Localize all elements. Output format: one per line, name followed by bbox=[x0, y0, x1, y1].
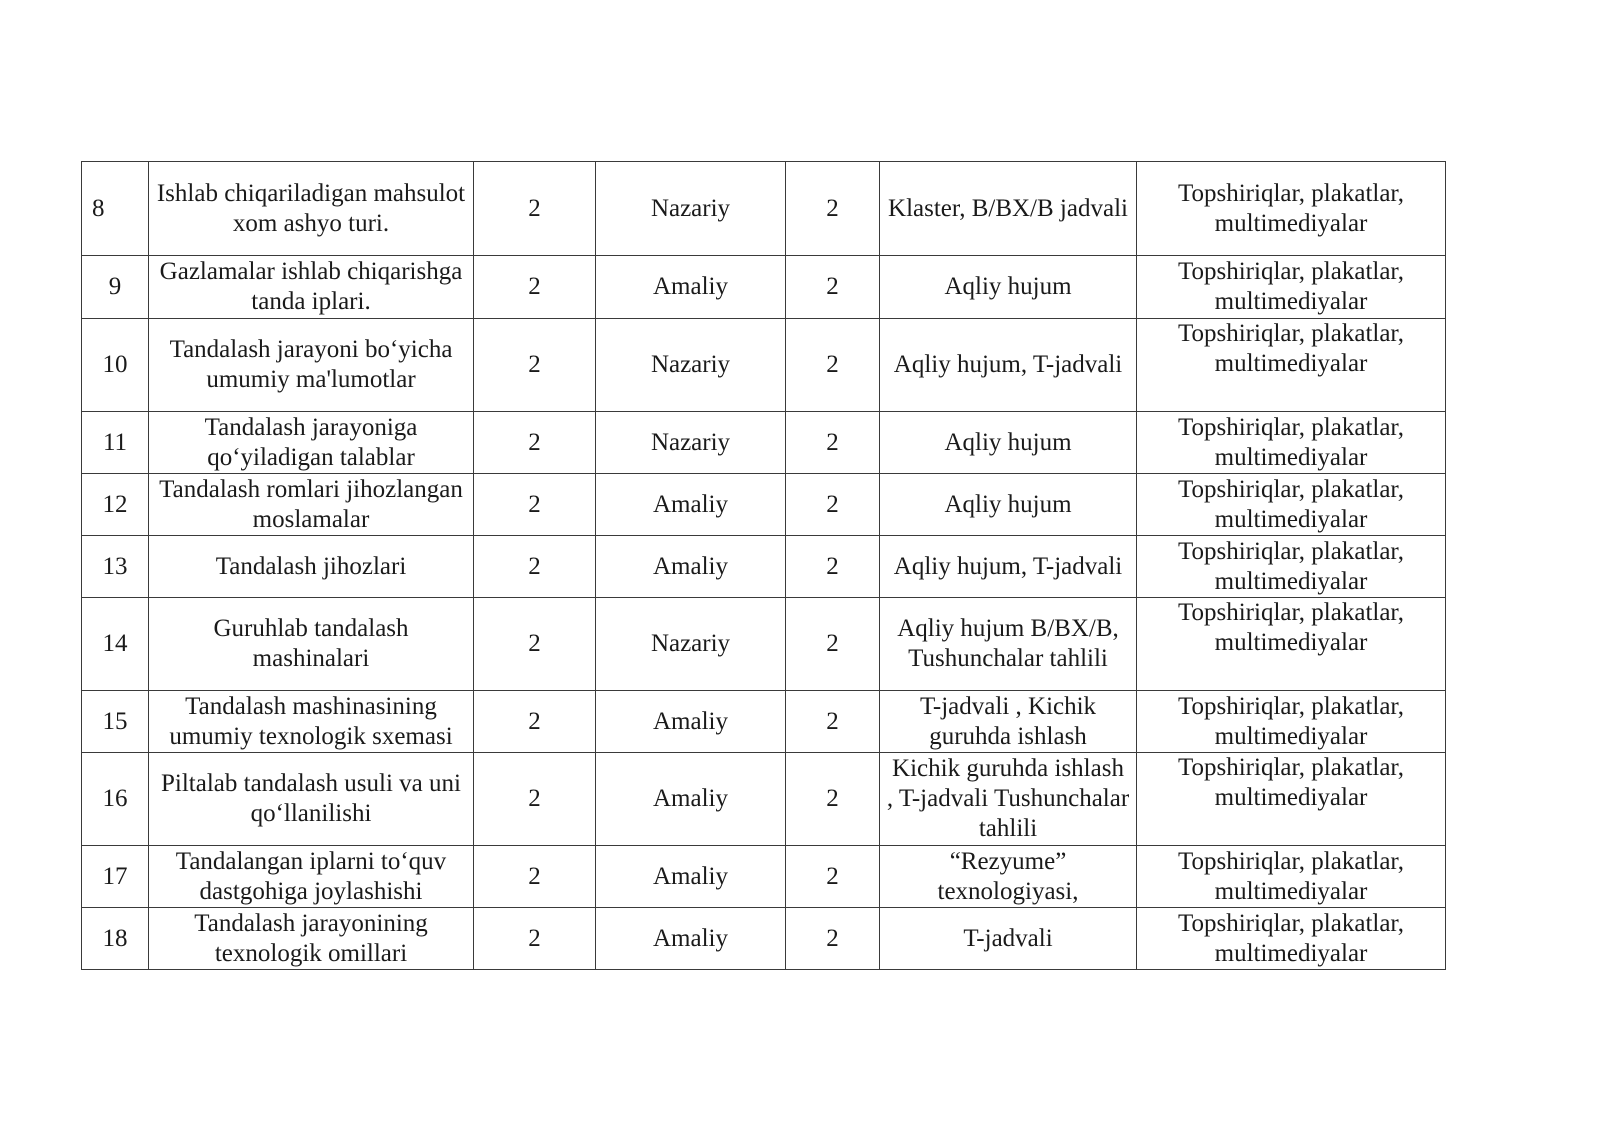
topic-cell: Piltalab tandalash usuli va uni qo‘llanilishi bbox=[149, 753, 474, 846]
hours-cell: 2 bbox=[474, 536, 596, 598]
row-number: 12 bbox=[82, 474, 149, 536]
materials-cell: Topshiriqlar, plakatlar, multimediyalar bbox=[1137, 474, 1446, 536]
materials-cell: Topshiriqlar, plakatlar, multimediyalar bbox=[1137, 691, 1446, 753]
row-number: 13 bbox=[82, 536, 149, 598]
hours-cell: 2 bbox=[474, 256, 596, 319]
method-cell: Aqliy hujum B/BX/B, Tushunchalar tahlili bbox=[880, 598, 1137, 691]
hours-cell-2: 2 bbox=[786, 908, 880, 970]
hours-cell: 2 bbox=[474, 753, 596, 846]
hours-cell: 2 bbox=[474, 319, 596, 412]
lesson-type-cell: Amaliy bbox=[596, 536, 786, 598]
lesson-type-cell: Amaliy bbox=[596, 256, 786, 319]
topic-cell: Tandalash romlari jihozlangan moslamalar bbox=[149, 474, 474, 536]
topic-cell: Guruhlab tandalash mashinalari bbox=[149, 598, 474, 691]
materials-cell: Topshiriqlar, plakatlar, multimediyalar bbox=[1137, 846, 1446, 908]
hours-cell: 2 bbox=[474, 908, 596, 970]
hours-cell: 2 bbox=[474, 474, 596, 536]
method-cell: Kichik guruhda ishlash , T-jadvali Tushunchalar tahlili bbox=[880, 753, 1137, 846]
method-cell: Aqliy hujum bbox=[880, 412, 1137, 474]
row-number: 10 bbox=[82, 319, 149, 412]
hours-cell-2: 2 bbox=[786, 162, 880, 256]
hours-cell-2: 2 bbox=[786, 412, 880, 474]
table-row bbox=[82, 753, 1446, 846]
table-row bbox=[82, 412, 1446, 474]
row-number: 9 bbox=[82, 256, 149, 319]
hours-cell-2: 2 bbox=[786, 256, 880, 319]
row-number: 17 bbox=[82, 846, 149, 908]
topic-cell: Ishlab chiqariladigan mahsulot xom ashyo turi. bbox=[149, 162, 474, 256]
hours-cell: 2 bbox=[474, 412, 596, 474]
materials-cell: Topshiriqlar, plakatlar, multimediyalar bbox=[1137, 162, 1446, 256]
topic-cell: Tandalash jarayoni bo‘yicha umumiy ma'lumotlar bbox=[149, 319, 474, 412]
lesson-type-cell: Amaliy bbox=[596, 846, 786, 908]
hours-cell: 2 bbox=[474, 846, 596, 908]
lesson-type-cell: Amaliy bbox=[596, 753, 786, 846]
topic-cell: Tandalash jarayoniga qo‘yiladigan talablar bbox=[149, 412, 474, 474]
table-row bbox=[82, 598, 1446, 691]
hours-cell-2: 2 bbox=[786, 536, 880, 598]
method-cell: Klaster, B/BX/B jadvali bbox=[880, 162, 1137, 256]
hours-cell-2: 2 bbox=[786, 753, 880, 846]
table-row bbox=[82, 691, 1446, 753]
lesson-type-cell: Nazariy bbox=[596, 598, 786, 691]
hours-cell-2: 2 bbox=[786, 598, 880, 691]
lesson-schedule-table bbox=[81, 161, 1446, 970]
table-row bbox=[82, 846, 1446, 908]
materials-cell: Topshiriqlar, plakatlar, multimediyalar bbox=[1137, 256, 1446, 319]
topic-cell: Gazlamalar ishlab chiqarishga tanda iplari. bbox=[149, 256, 474, 319]
materials-cell: Topshiriqlar, plakatlar, multimediyalar bbox=[1137, 908, 1446, 970]
materials-cell: Topshiriqlar, plakatlar, multimediyalar bbox=[1137, 598, 1446, 691]
table-row bbox=[82, 474, 1446, 536]
row-number: 18 bbox=[82, 908, 149, 970]
materials-cell: Topshiriqlar, plakatlar, multimediyalar bbox=[1137, 536, 1446, 598]
row-number: 15 bbox=[82, 691, 149, 753]
materials-cell: Topshiriqlar, plakatlar, multimediyalar bbox=[1137, 412, 1446, 474]
table-row bbox=[82, 256, 1446, 319]
table-row bbox=[82, 536, 1446, 598]
table-row bbox=[82, 162, 1446, 256]
lesson-type-cell: Nazariy bbox=[596, 412, 786, 474]
lesson-type-cell: Amaliy bbox=[596, 474, 786, 536]
hours-cell: 2 bbox=[474, 598, 596, 691]
topic-cell: Tandalash jarayonining texnologik omillari bbox=[149, 908, 474, 970]
hours-cell-2: 2 bbox=[786, 319, 880, 412]
method-cell: T-jadvali bbox=[880, 908, 1137, 970]
method-cell: Aqliy hujum, T-jadvali bbox=[880, 536, 1137, 598]
hours-cell-2: 2 bbox=[786, 846, 880, 908]
topic-cell: Tandalangan iplarni to‘quv dastgohiga joylashishi bbox=[149, 846, 474, 908]
lesson-type-cell: Amaliy bbox=[596, 908, 786, 970]
table-row bbox=[82, 908, 1446, 970]
row-number: 11 bbox=[82, 412, 149, 474]
materials-cell: Topshiriqlar, plakatlar, multimediyalar bbox=[1137, 753, 1446, 846]
method-cell: Aqliy hujum bbox=[880, 474, 1137, 536]
method-cell: Aqliy hujum bbox=[880, 256, 1137, 319]
topic-cell: Tandalash jihozlari bbox=[149, 536, 474, 598]
hours-cell-2: 2 bbox=[786, 474, 880, 536]
row-number: 16 bbox=[82, 753, 149, 846]
method-cell: “Rezyume” texnologiyasi, bbox=[880, 846, 1137, 908]
row-number: 8 bbox=[82, 162, 149, 256]
lesson-type-cell: Nazariy bbox=[596, 162, 786, 256]
lesson-type-cell: Amaliy bbox=[596, 691, 786, 753]
method-cell: T-jadvali , Kichik guruhda ishlash bbox=[880, 691, 1137, 753]
row-number: 14 bbox=[82, 598, 149, 691]
topic-cell: Tandalash mashinasining umumiy texnologik sxemasi bbox=[149, 691, 474, 753]
hours-cell: 2 bbox=[474, 691, 596, 753]
materials-cell: Topshiriqlar, plakatlar, multimediyalar bbox=[1137, 319, 1446, 412]
hours-cell: 2 bbox=[474, 162, 596, 256]
method-cell: Aqliy hujum, T-jadvali bbox=[880, 319, 1137, 412]
hours-cell-2: 2 bbox=[786, 691, 880, 753]
lesson-type-cell: Nazariy bbox=[596, 319, 786, 412]
table-row bbox=[82, 319, 1446, 412]
